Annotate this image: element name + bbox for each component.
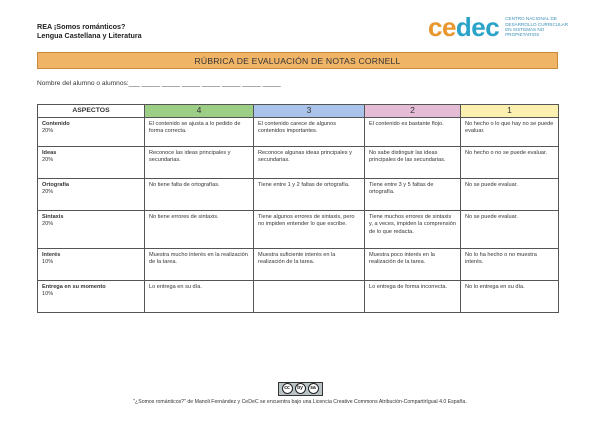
license-text: "¿Somos románticos?" de Manoli Fernández y CeDeC se encuentra bajo una Licencia Creative Commons Atribución-CompartirIgual 4.0 España. [133,398,467,405]
course-title: REA ¡Somos románticos? [37,22,126,31]
logo-tagline-1: CENTRO NACIONAL DE [505,16,557,22]
criterion-cell: Tiene muchos errores de sintaxis y, a veces, impiden la comprensión de lo que redacta. [365,211,461,249]
criterion-cell: No tiene errores de sintaxis. [145,211,254,249]
aspect-weight: 10% [42,259,54,266]
license-footer [0,376,600,405]
criterion-cell: Reconoce algunas ideas principales y secundarias. [254,147,365,179]
criterion-cell: El contenido es bastante flojo. [365,118,461,147]
criterion-cell: Muestra suficiente interés en la realización de la tarea. [254,249,365,281]
aspect-weight: 10% [42,291,54,298]
header-aspects: ASPECTOS [38,105,145,118]
aspect-name: Ideas [42,150,57,156]
by-icon: by [295,383,306,394]
table-row [38,281,559,313]
logo-tagline-2: DESARROLLO CURRICULAR [505,21,569,27]
rubric-table [37,104,559,313]
table-row [38,179,559,211]
table-row [38,118,559,147]
criterion-cell: El contenido se ajusta a lo pedido de forma correcta. [145,118,254,147]
criterion-cell: Reconoce las ideas principales y secundarias. [145,147,254,179]
criterion-cell: Tiene entre 1 y 2 faltas de ortografía. [254,179,365,211]
course-subject: Lengua Castellana y Literatura [37,31,142,40]
aspect-cell [38,211,145,249]
aspect-weight: 20% [42,189,54,196]
criterion-cell: No hecho o no se puede evaluar. [461,147,559,179]
criterion-cell [254,281,365,313]
aspect-weight: 20% [42,157,54,164]
header-score-3: 3 [254,105,365,118]
criterion-cell: No lo ha hecho o no muestra interés. [461,249,559,281]
rubric-header-row [38,105,559,118]
aspect-cell [38,281,145,313]
aspect-cell [38,179,145,211]
aspect-weight: 20% [42,221,54,228]
criterion-cell: No se puede evaluar. [461,211,559,249]
aspect-cell [38,249,145,281]
cedec-logo [428,14,575,40]
criterion-cell: Lo entrega en su día. [145,281,254,313]
criterion-cell: No lo entrega en su día. [461,281,559,313]
cc-icon: cc [282,383,293,394]
aspect-cell [38,147,145,179]
table-row [38,211,559,249]
course-header [37,22,142,40]
student-name-line: Nombre del alumno o alumnos:___ _____ _____ _____ _____ _____ _____ _____ [37,80,281,87]
criterion-cell: No tiene falta de ortografías. [145,179,254,211]
criterion-cell: No sabe distinguir las ideas principales de las secundarias. [365,147,461,179]
header-score-2: 2 [365,105,461,118]
logo-wordmark [428,14,499,40]
aspect-cell [38,118,145,147]
criterion-cell: Muestra mucho interés en la realización de la tarea. [145,249,254,281]
cc-license-badge[interactable] [278,382,323,396]
table-row [38,249,559,281]
aspect-name: Interés [42,252,61,258]
criterion-cell: No se puede evaluar. [461,179,559,211]
logo-word-part2: dec [455,12,500,42]
logo-tagline [505,16,575,38]
table-row [38,147,559,179]
criterion-cell: Muestra poco interés en la realización de la tarea. [365,249,461,281]
logo-word-part1: ce [428,12,456,42]
logo-tagline-3: EN SISTEMAS NO PROPIETARIOS [505,27,545,38]
aspect-name: Contenido [42,121,70,127]
sa-icon: sa [308,383,319,394]
aspect-name: Ortografía [42,182,70,188]
rubric-title: RÚBRICA DE EVALUACIÓN DE NOTAS CORNELL [37,52,558,69]
aspect-weight: 20% [42,128,54,135]
aspect-name: Entrega en su momento [42,284,106,290]
aspect-name: Sintaxis [42,214,64,220]
header-score-1: 1 [461,105,559,118]
criterion-cell: Lo entrega de forma incorrecta. [365,281,461,313]
criterion-cell: Tiene entre 3 y 5 faltas de ortografía. [365,179,461,211]
criterion-cell: No hecho o lo que hay no se puede evaluar. [461,118,559,147]
criterion-cell: El contenido carece de algunos contenidos importantes. [254,118,365,147]
criterion-cell: Tiene algunos errores de sintaxis, pero no impiden entender lo que escribe. [254,211,365,249]
header-score-4: 4 [145,105,254,118]
